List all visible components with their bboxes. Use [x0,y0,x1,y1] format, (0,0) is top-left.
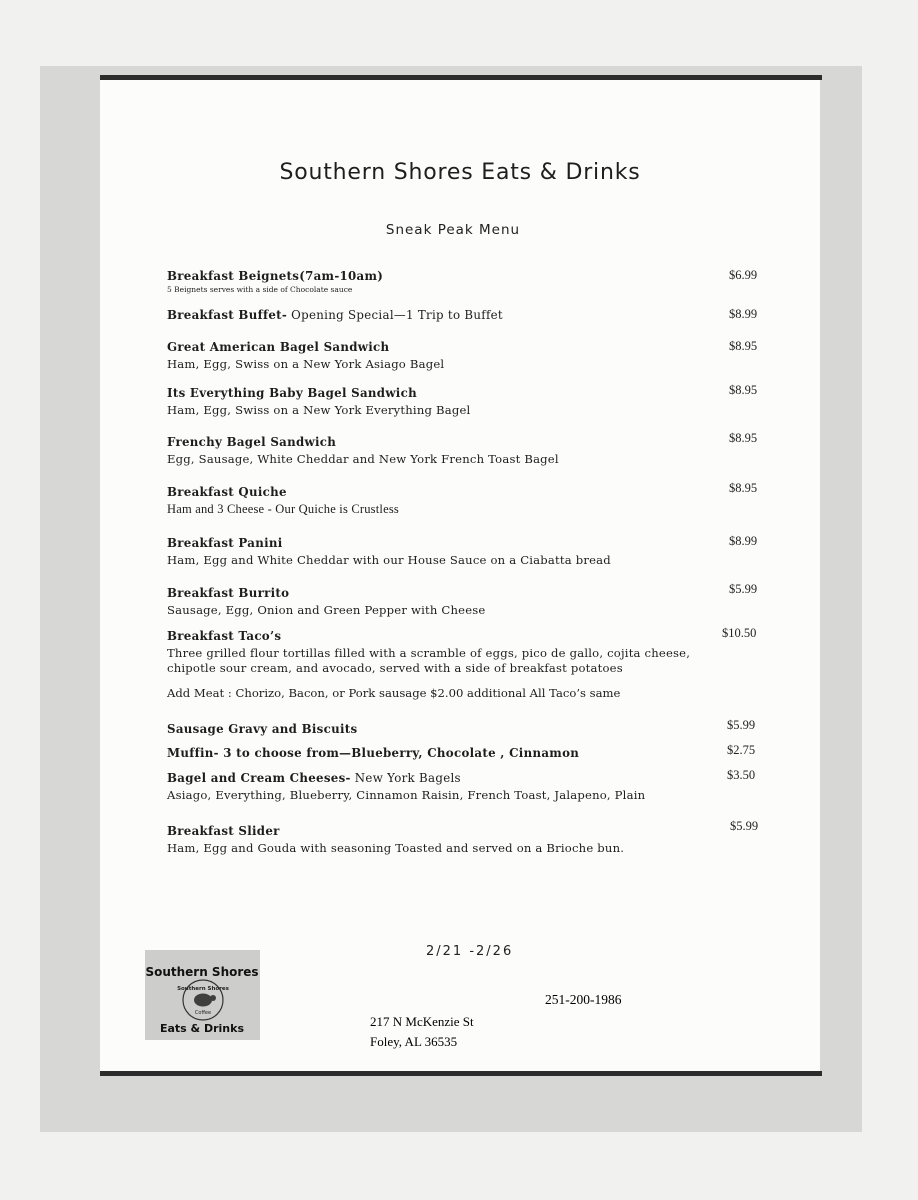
item-inline-desc: Opening Special—1 Trip to Buffet [287,308,503,322]
menu-item [167,308,757,322]
logo-ring-text: Southern Shores [177,986,229,992]
item-name: Breakfast Buffet- [167,308,288,322]
item-price: $8.99 [729,534,758,548]
turtle-icon [194,994,212,1007]
menu-item [167,536,757,567]
item-description: Ham, Egg and White Cheddar with our House Sauce on a Ciabatta bread [167,553,611,567]
phone-number: 251-200-1986 [545,992,622,1007]
item-name: Breakfast Panini [167,536,283,550]
item-description: Egg, Sausage, White Cheddar and New York French Toast Bagel [167,452,559,466]
item-name: Breakfast Taco’s [167,629,282,643]
menu-item [167,629,757,675]
item-description: 5 Beignets serves with a side of Chocolate sauce [167,285,353,294]
menu-item [167,269,757,294]
add-meat-note: Add Meat : Chorizo, Bacon, or Pork sausage $2.00 additional All Taco’s same [167,686,621,700]
item-name: Breakfast Quiche [167,485,287,499]
item-name: Bagel and Cream Cheeses- [167,771,351,785]
item-name: Sausage Gravy and Biscuits [167,722,358,736]
menu-subtitle: Sneak Peak Menu [385,222,521,238]
item-price: $5.99 [727,718,756,732]
item-name: Its Everything Baby Bagel Sandwich [167,386,417,400]
item-name: Breakfast Beignets(7am-10am) [167,269,384,283]
page-title: Southern Shores Eats & Drinks [279,160,641,185]
item-description: Ham, Egg, Swiss on a New York Everything Bagel [167,403,471,417]
bottom-rule [100,1071,822,1076]
logo-graphic [145,950,260,1040]
menu-item [167,386,757,417]
logo-bottom-text: Eats & Drinks [159,1022,245,1035]
logo-top-text: Southern Shores [145,965,259,979]
item-description: Ham, Egg, Swiss on a New York Asiago Bagel [167,357,445,371]
item-price: $10.50 [722,626,757,640]
item-name: Breakfast Burrito [167,586,290,600]
logo-center-text: Coffee [194,1010,212,1016]
item-name: Breakfast Slider [167,824,280,838]
menu-item [167,746,757,760]
date-range: 2/21 -2/26 [426,944,514,959]
address-line-1: 217 N McKenzie St [370,1014,474,1029]
item-price: $3.50 [727,768,756,782]
menu-item [167,485,757,517]
item-description: Ham, Egg and Gouda with seasoning Toasted and served on a Brioche bun. [167,841,625,855]
item-description: Three grilled flour tortillas filled with a scramble of eggs, pico de gallo, cojita cheese, [167,646,691,660]
menu-item [167,771,757,802]
menu-item [167,722,757,736]
menu-item [167,435,757,466]
item-price: $8.95 [729,431,758,445]
item-price: $6.99 [729,268,758,282]
turtle-head-icon [210,995,216,1001]
item-description-line2: chipotle sour cream, and avocado, served with a side of breakfast potatoes [167,661,623,675]
item-price: $8.95 [729,481,758,495]
address-line-2: Foley, AL 36535 [370,1034,458,1049]
item-description: Asiago, Everything, Blueberry, Cinnamon Raisin, French Toast, Jalapeno, Plain [167,788,646,802]
menu-item [167,824,757,855]
item-price: $8.95 [729,339,758,353]
top-rule [100,75,822,80]
item-name: Frenchy Bagel Sandwich [167,435,337,449]
menu-item [167,340,757,371]
item-price: $8.95 [729,383,758,397]
item-name: Great American Bagel Sandwich [167,340,390,354]
item-price: $5.99 [729,582,758,596]
item-description: Sausage, Egg, Onion and Green Pepper with Cheese [167,603,486,617]
item-price: $8.99 [729,307,758,321]
address [370,1012,474,1052]
item-price: $5.99 [730,819,759,833]
item-price: $2.75 [727,743,756,757]
item-inline-desc: New York Bagels [350,771,461,785]
item-name: Muffin- 3 to choose from—Blueberry, Chocolate , Cinnamon [167,746,580,760]
item-description: Ham and 3 Cheese - Our Quiche is Crustless [167,502,399,516]
menu-item [167,586,757,617]
brand-logo [145,950,260,1040]
